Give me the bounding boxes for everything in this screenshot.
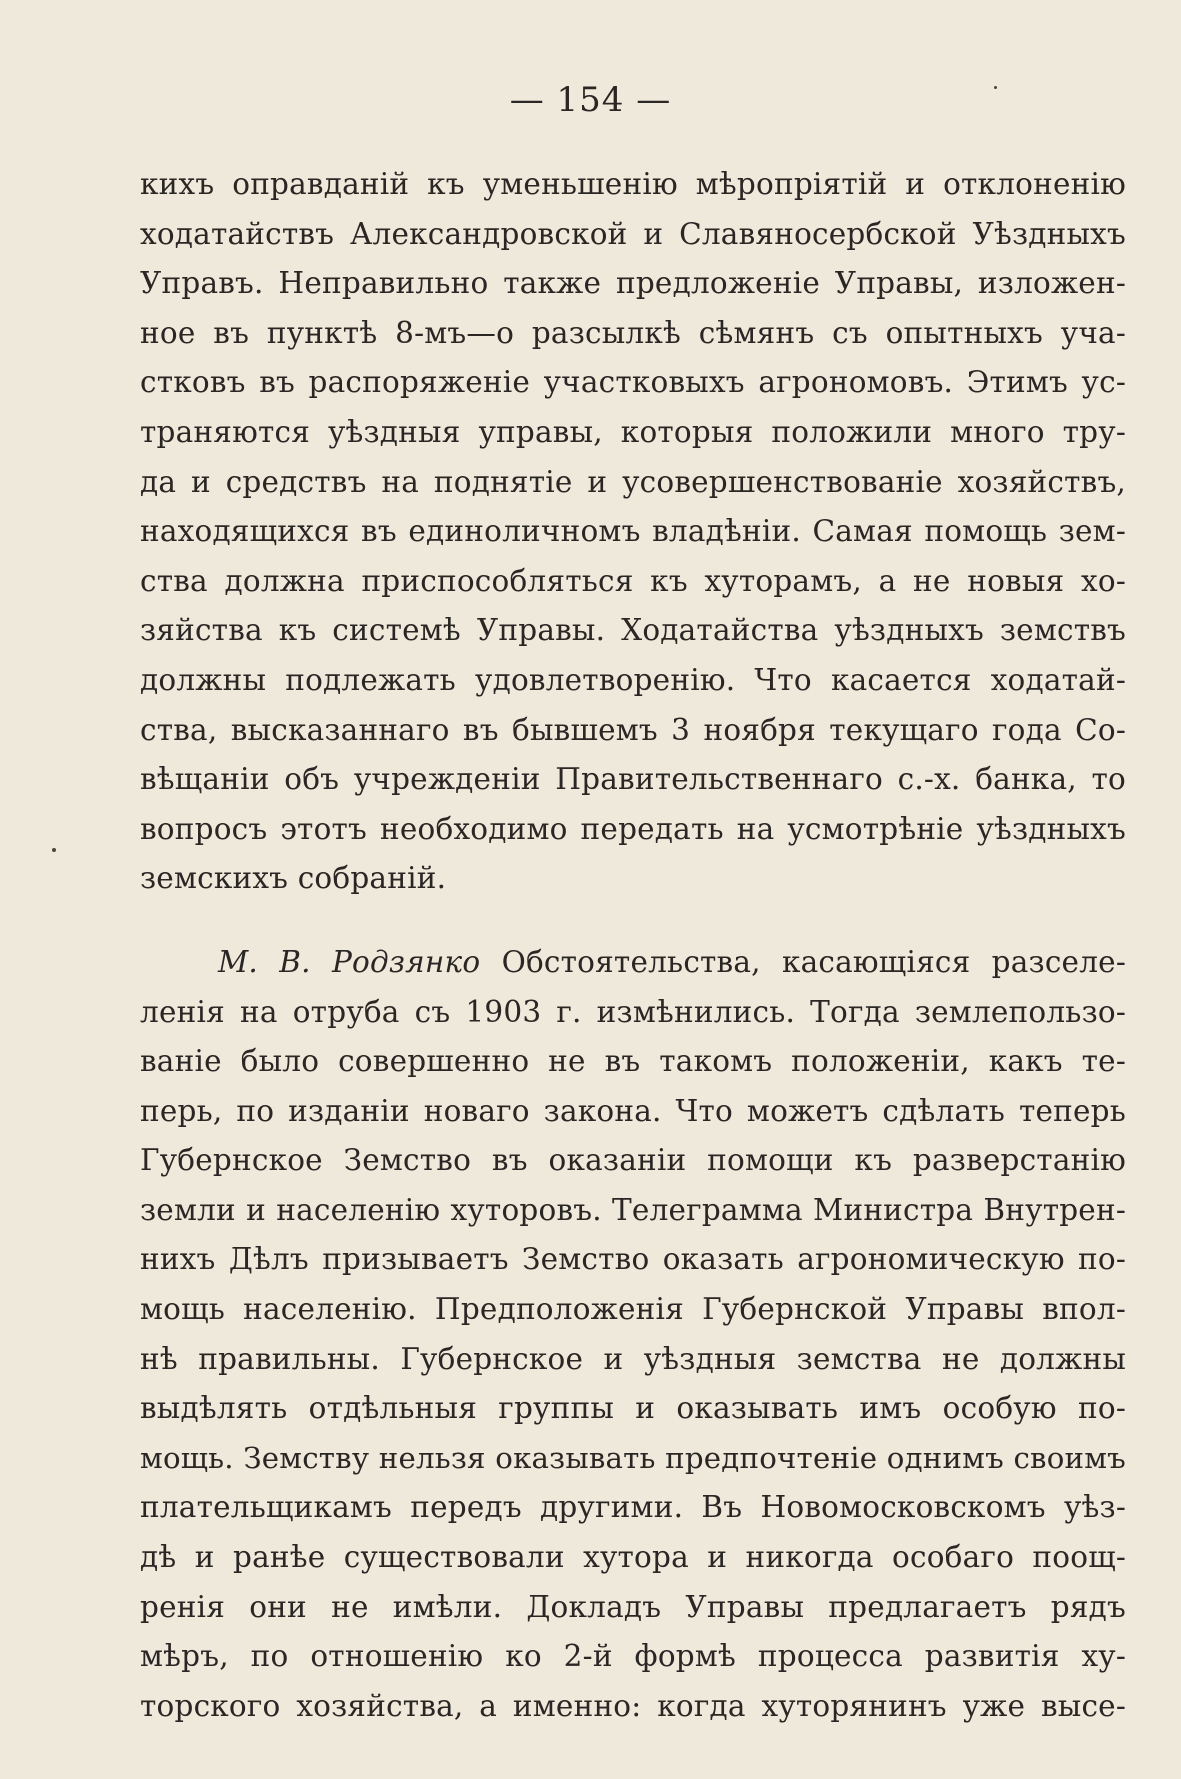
paragraph-gap — [140, 904, 1126, 938]
text-line: нихъ Дѣлъ призываетъ Земство оказать агрономическую по- — [140, 1242, 1126, 1277]
text-line: ства должна приспособляться къ хуторамъ, а не новыя хо- — [140, 563, 1126, 598]
text-line: ное въ пунктѣ 8-мъ—о разсылкѣ сѣмянъ съ опытныхъ уча- — [140, 315, 1126, 350]
paper-speck — [994, 86, 997, 89]
paragraph-2 — [140, 938, 1126, 1732]
text-line: Губернское Земство въ оказаніи помощи къ разверстанію — [140, 1143, 1126, 1178]
text-line: дѣ и ранѣе существовали хутора и никогда особаго поощ- — [140, 1540, 1126, 1575]
text-line: должны подлежать удовлетворенію. Что касается ходатай- — [140, 662, 1126, 697]
text-line: выдѣлять отдѣльныя группы и оказывать имъ особую по- — [140, 1391, 1126, 1426]
text-line: да и средствъ на поднятіе и усовершенствованіе хозяйствъ, — [140, 464, 1126, 499]
text-line: Управъ. Неправильно также предложеніе Управы, изложен- — [140, 266, 1126, 301]
text-line: траняются уѣздныя управы, которыя положили много тру- — [140, 414, 1126, 449]
text-line-first — [140, 938, 1126, 988]
text-line: перь, по изданіи новаго закона. Что можетъ сдѣлать теперь — [140, 1093, 1126, 1128]
speaker-name: М. В. Родзянко — [218, 944, 481, 979]
text-line: вопросъ этотъ необходимо передать на усмотрѣніе уѣздныхъ — [140, 811, 1126, 846]
text-line: плательщикамъ передъ другими. Въ Новомосковскомъ уѣз- — [140, 1490, 1126, 1525]
paper-speck — [52, 848, 56, 852]
text-line: кихъ оправданій къ уменьшенію мѣропріятій и отклоненію — [140, 167, 1126, 201]
page-body — [140, 160, 1126, 1731]
text-line: ходатайствъ Александровской и Славяносербской Уѣздныхъ — [140, 216, 1126, 251]
text-line: ства, высказаннаго въ бывшемъ 3 ноября текущаго года Со- — [140, 712, 1126, 747]
paragraph-1 — [140, 160, 1126, 904]
text-line: ренія они не имѣли. Докладъ Управы предлагаетъ рядъ — [140, 1589, 1126, 1624]
text-line: мощь населенію. Предположенія Губернской Управы впол- — [140, 1292, 1126, 1327]
page-number: — 154 — — [509, 80, 672, 120]
text-line: находящихся въ единоличномъ владѣніи. Самая помощь зем- — [140, 514, 1126, 549]
first-line-text: Обстоятельства, касающіяся разселе- — [501, 944, 1126, 979]
text-line: торского хозяйства, а именно: когда хуторянинъ уже высе- — [140, 1688, 1126, 1723]
text-line: ваніе было совершенно не въ такомъ положеніи, какъ те- — [140, 1044, 1126, 1079]
text-line: мѣръ, по отношенію ко 2-й формѣ процесса развитія ху- — [140, 1639, 1126, 1674]
text-line: вѣщаніи объ учрежденіи Правительственнаго с.-х. банка, то — [140, 762, 1126, 797]
text-line: мощь. Земству нельзя оказывать предпочтеніе однимъ своимъ — [140, 1440, 1126, 1475]
text-line: стковъ въ распоряженіе участковыхъ агрономовъ. Этимъ ус- — [140, 365, 1126, 400]
text-line: ленія на отруба съ 1903 г. измѣнились. Тогда землепользо- — [140, 994, 1126, 1029]
text-line: земскихъ собраній. — [140, 861, 447, 896]
text-line: нѣ правильны. Губернское и уѣздныя земства не должны — [140, 1341, 1126, 1376]
text-line: земли и населенію хуторовъ. Телеграмма Министра Внутрен- — [140, 1192, 1126, 1227]
text-line: зяйства къ системѣ Управы. Ходатайства уѣздныхъ земствъ — [140, 613, 1126, 648]
